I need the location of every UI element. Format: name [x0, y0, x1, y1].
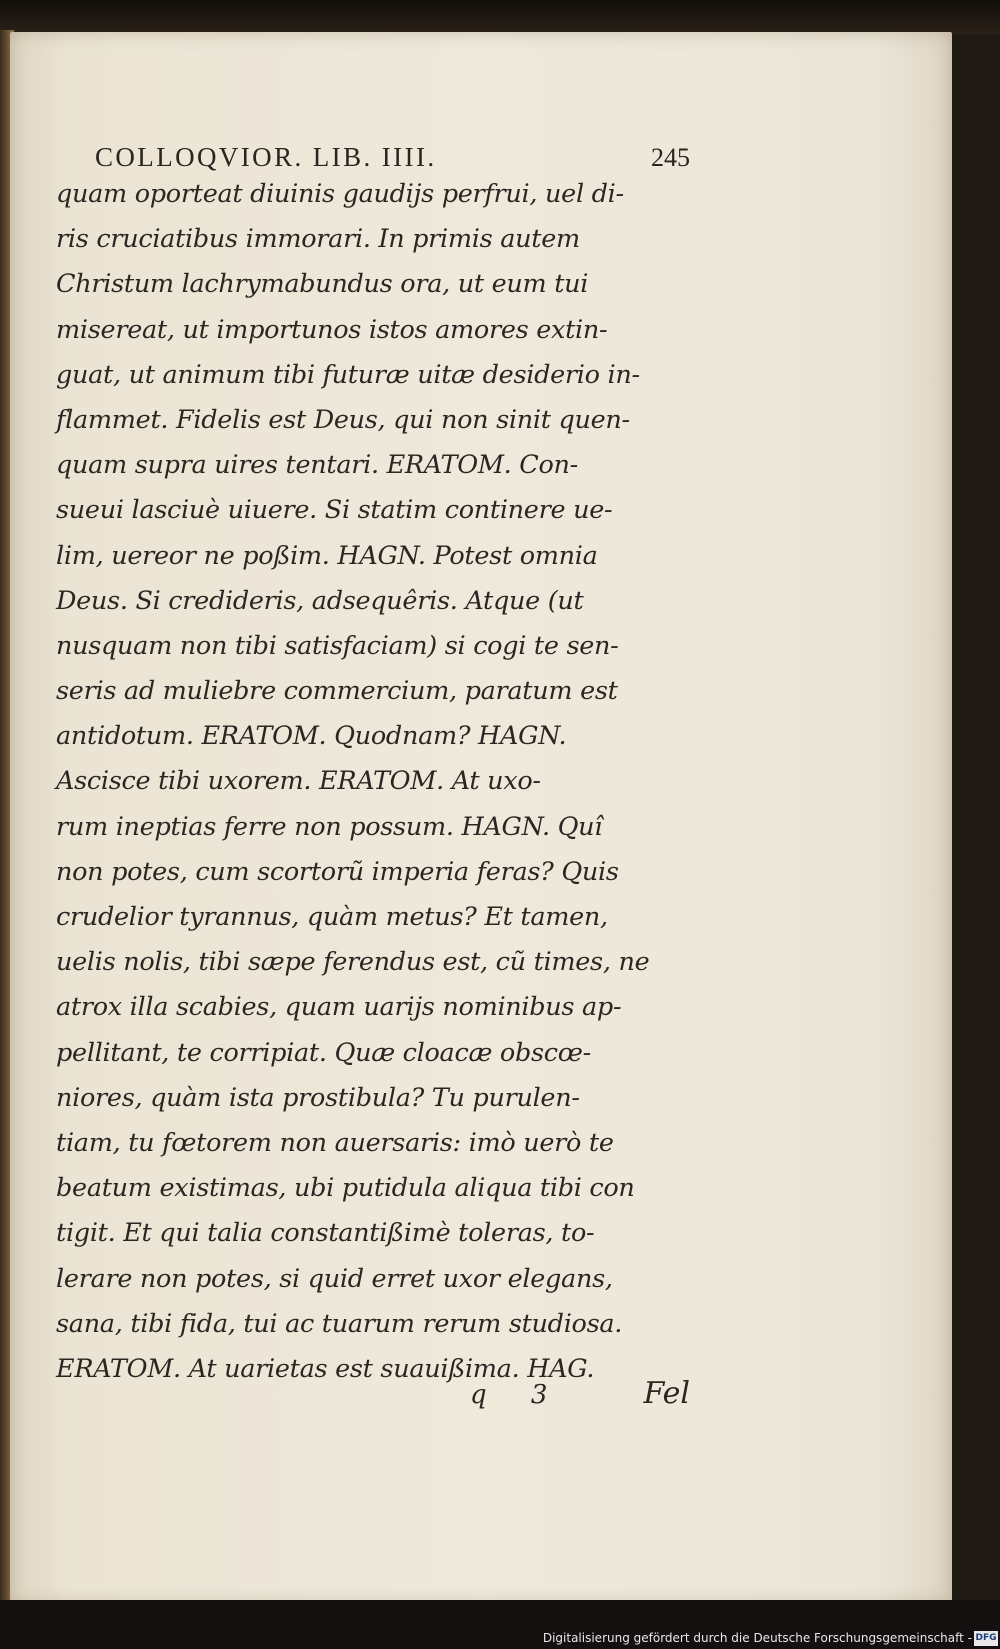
text-line: Christum lachrymabundus ora, ut eum tui [56, 269, 589, 300]
text-line: pellitant, te corripiat. Quæ cloacæ obscœ- [56, 1037, 591, 1068]
text-line: sana, tibi fida, tui ac tuarum rerum studiosa. [56, 1308, 623, 1339]
text-line: flammet. Fidelis est Deus, qui non sinit quen- [56, 404, 630, 435]
text-line: tiam, tu fœtorem non auersaris: imò uerò te [56, 1127, 614, 1158]
text-line: sueui lasciuè uiuere. Si statim continere ue- [56, 495, 613, 526]
text-line: niores, quàm ista prostibula? Tu purulen- [56, 1082, 580, 1113]
text-line: beatum existimas, ubi putidula aliqua tibi con [56, 1173, 635, 1204]
text-line: uelis nolis, tibi sæpe ferendus est, cũ times, ne [56, 947, 650, 978]
page-header [95, 142, 690, 173]
signature-mark: q 3 [470, 1380, 566, 1410]
text-line: crudelior tyrannus, quàm metus? Et tamen, [56, 902, 608, 932]
text-line: ris cruciatibus immorari. In primis autem [56, 224, 580, 255]
text-line: guat, ut animum tibi futuræ uitæ desiderio in- [56, 359, 640, 390]
page-number: 245 [651, 143, 690, 172]
text-line: atrox illa scabies, quam uarijs nominibus ap- [56, 992, 622, 1023]
text-line: quam oporteat diuinis gaudijs perfrui, uel di- [56, 179, 624, 209]
dfg-logo: DFG [974, 1631, 998, 1646]
running-head: COLLOQVIOR. LIB. IIII. [95, 142, 437, 172]
scan-footer-band [0, 1600, 1000, 1649]
text-line: rum ineptias ferre non possum. HAGN. Quî [56, 811, 603, 842]
text-line: Ascisce tibi uxorem. ERATOM. At uxo- [56, 766, 541, 797]
text-line: ERATOM. At uarietas est suauißima. HAG. [56, 1353, 595, 1384]
text-line: lerare non potes, si quid erret uxor elegans, [56, 1263, 613, 1294]
text-line: quam supra uires tentari. ERATOM. Con- [56, 450, 578, 481]
text-line: nusquam non tibi satisfaciam) si cogi te sen- [56, 630, 619, 661]
catchword: Fel [643, 1376, 690, 1411]
text-line: Deus. Si credideris, adsequêris. Atque (ut [56, 585, 584, 616]
text-line: seris ad muliebre commercium, paratum est [56, 676, 618, 707]
text-line: lim, uereor ne poßim. HAGN. Potest omnia [56, 540, 598, 571]
page-footer [470, 1376, 690, 1411]
digitization-credit: Digitalisierung gefördert durch die Deutsche Forschungsgemeinschaft - [542, 1631, 972, 1645]
scan-background-top [0, 0, 1000, 34]
text-line: misereat, ut importunos istos amores extin- [56, 314, 608, 345]
text-line: antidotum. ERATOM. Quodnam? HAGN. [56, 721, 567, 752]
text-line: non potes, cum scortorũ imperia feras? Quis [56, 856, 619, 887]
text-line: tigit. Et qui talia constantißimè toleras, to- [56, 1218, 595, 1249]
body-text [56, 172, 696, 1392]
